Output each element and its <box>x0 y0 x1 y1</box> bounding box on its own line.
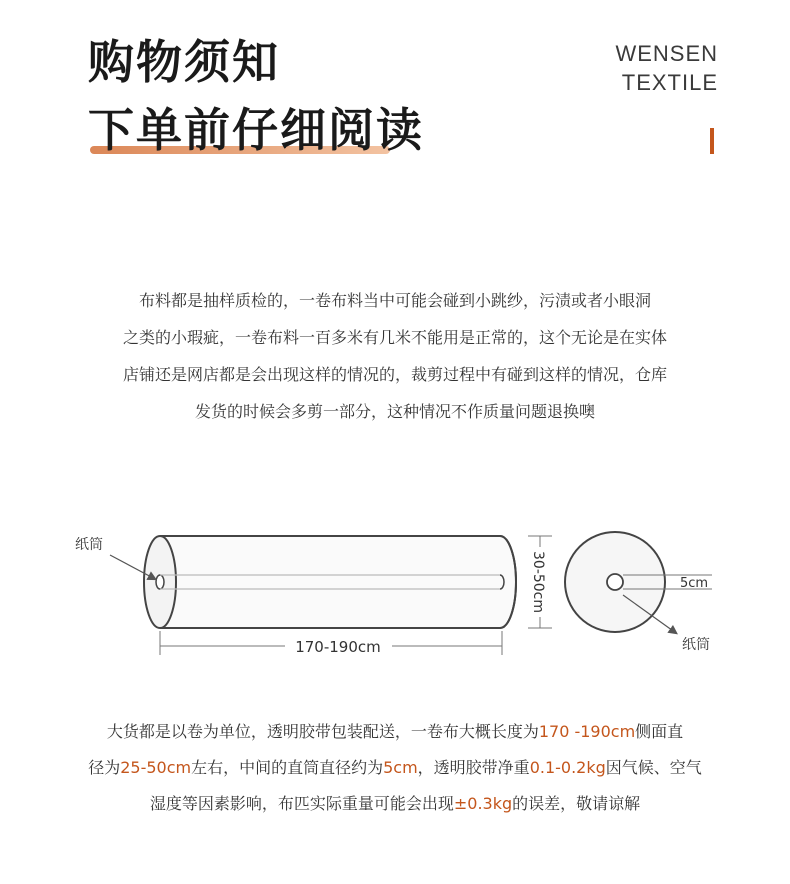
brand-name-line1: WENSEN <box>615 41 718 66</box>
notice-text <box>0 282 790 430</box>
page-title-line2: 下单前仔细阅读 <box>88 103 424 157</box>
length-value: 170 -190cm <box>538 722 636 741</box>
notice-line: 发货的时候会多剪一部分，这种情况不作质量问题退换噢 <box>194 402 595 421</box>
diameter-label: 30-50cm <box>530 550 546 614</box>
tube-label-right: 纸筒 <box>682 637 710 653</box>
tube-end-view <box>607 574 623 590</box>
tape-weight-value: 0.1-0.2kg <box>529 758 606 777</box>
accent-bar <box>710 128 714 154</box>
spec-line-2: 径为25-50cm左右，中间的直筒直径约为5cm，透明胶带净重0.1-0.2kg因气候、空气 <box>88 758 702 777</box>
notice-line: 店铺还是网店都是会出现这样的情况的，裁剪过程中有碰到这样的情况，仓库 <box>122 365 667 384</box>
tube-label-left: 纸筒 <box>75 537 103 553</box>
length-label: 170-190cm <box>295 638 381 656</box>
page-title-line1: 购物须知 <box>88 35 280 89</box>
spec-line-3: 湿度等因素影响，布匹实际重量可能会出现±0.3kg的误差，敬请谅解 <box>149 794 641 813</box>
spec-text <box>0 714 790 822</box>
inner-diameter-label: 5cm <box>680 576 709 591</box>
weight-tolerance-value: ±0.3kg <box>453 794 513 813</box>
diameter-value: 25-50cm <box>120 758 192 777</box>
tube-left-end <box>156 575 164 589</box>
notice-line: 之类的小瑕疵，一卷布料一百多米有几米不能用是正常的，这个无论是在实体 <box>122 328 667 347</box>
roll-body <box>160 536 516 628</box>
brand-name-line2: TEXTILE <box>621 70 718 95</box>
roll-diagram <box>0 505 790 675</box>
spec-line-1: 大货都是以卷为单位，透明胶带包装配送，一卷布大概长度为170 -190cm侧面直 <box>106 722 684 741</box>
tube-diameter-value: 5cm <box>383 758 418 777</box>
notice-line: 布料都是抽样质检的，一卷布料当中可能会碰到小跳纱，污渍或者小眼洞 <box>138 291 651 310</box>
